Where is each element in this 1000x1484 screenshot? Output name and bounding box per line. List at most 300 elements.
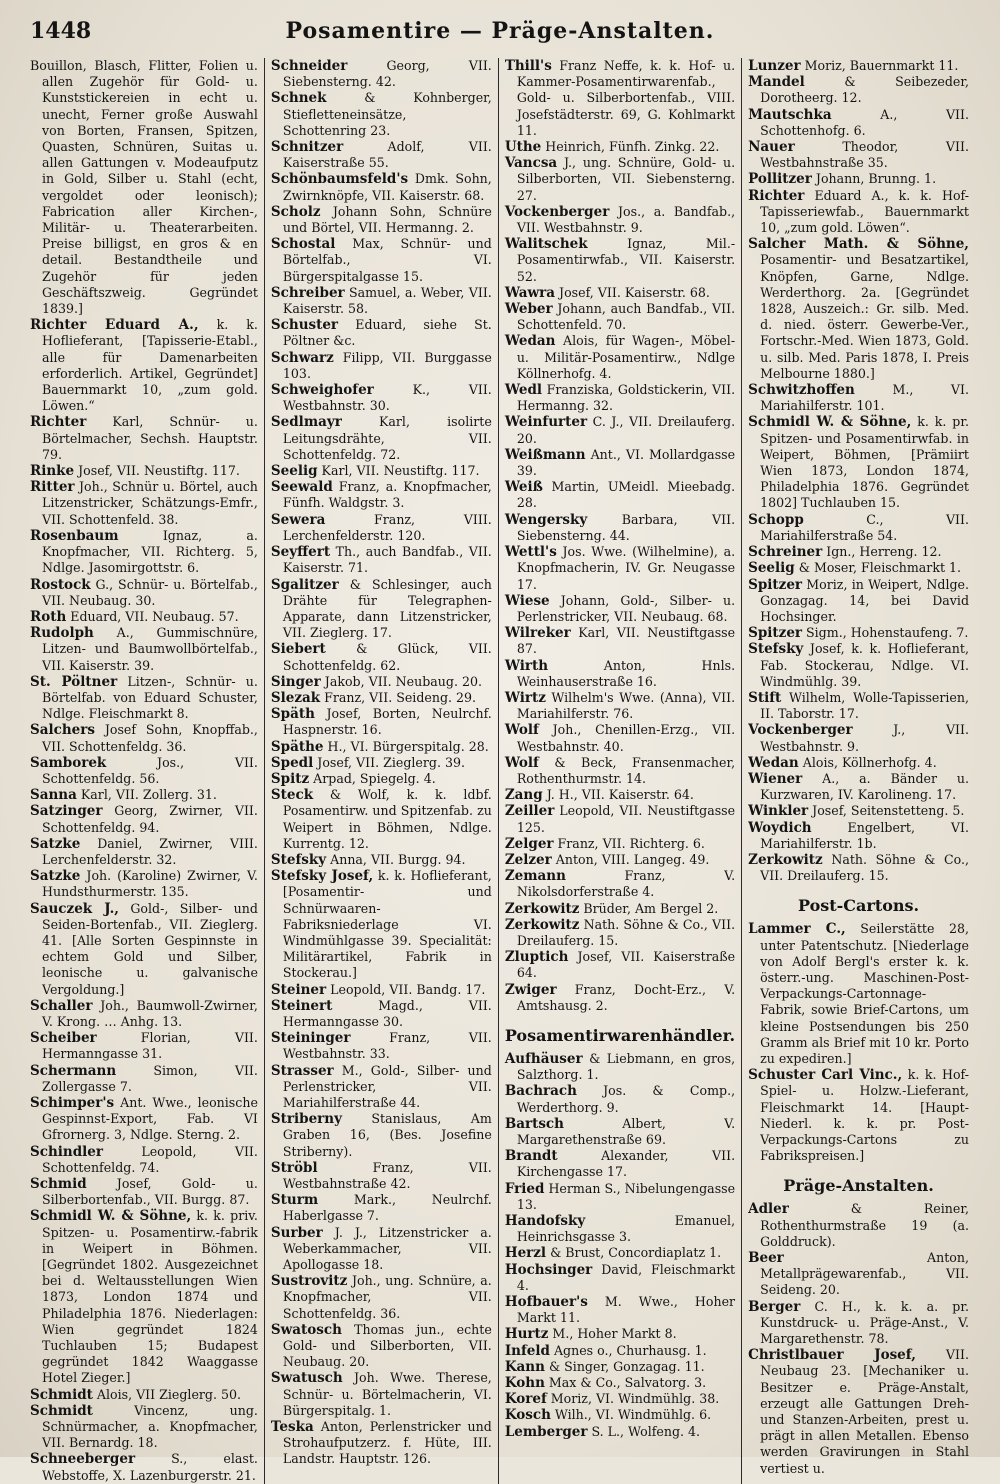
entry-text: Anton, Hnls. Weinhauserstraße 16. <box>516 657 736 689</box>
entry-text: Magd., VII. Hermanngasse 30. <box>282 997 492 1029</box>
entry-name: Lammer C., <box>748 921 846 938</box>
entry-text: Ignaz, a. Knopfmacher, VII. Richterg. 5, Ndlge. Jasomirgottstr. 6. <box>42 527 258 576</box>
entry-name: Kohn <box>504 1375 545 1392</box>
entry-name: Schreiber <box>270 284 345 301</box>
directory-entry <box>505 787 735 803</box>
entry-name: Weinfurter <box>504 414 588 431</box>
directory-entry <box>30 463 258 479</box>
entry-text: A., VII. Schottenhofg. 6. <box>760 106 969 138</box>
entry-text: k. k. Hof-Spiel- u. Holzw.-Lieferant, Fleischmarkt 14. [Haupt-Niederl. k. k. pr. Post-Verpackungs-Cartons zu Fabrikspreisen.] <box>760 1067 969 1164</box>
entry-text: Dmk. Sohn, Zwirnknöpfe, VII. Kaiserstr. 68. <box>282 171 492 203</box>
directory-entry <box>271 1063 492 1112</box>
directory-entry <box>748 107 969 139</box>
directory-entry <box>30 1144 258 1176</box>
directory-entry <box>505 836 735 852</box>
entry-name: Wirtz <box>504 689 546 706</box>
entry-name: Schneeberger <box>30 1451 136 1468</box>
directory-entry <box>748 1347 969 1477</box>
entry-name: Fried <box>504 1180 545 1197</box>
directory-entry <box>30 674 258 723</box>
directory-entry <box>271 998 492 1030</box>
directory-entry <box>271 382 492 414</box>
directory-entry <box>271 1030 492 1062</box>
entry-name: Zeiller <box>504 803 555 820</box>
directory-entry <box>271 58 492 90</box>
directory-entry <box>505 1116 735 1148</box>
entry-name: Lunzer <box>748 58 801 74</box>
directory-entry <box>748 74 969 106</box>
entry-name: Schuster <box>270 317 339 334</box>
directory-entry <box>748 1299 969 1348</box>
entry-text: & Moser, Fleischmarkt 1. <box>798 560 962 576</box>
entry-text: & Kohnberger, Stiefletteneinsätze, Schottenring 23. <box>282 90 492 138</box>
entry-text: Seilerstätte 28, unter Patentschutz. [Niederlage von Adolf Bergl's erster k. k. österr.-ung. Maschinen-Post-Verpackungs-Cartonnage-Fabrik, sowie Brief-Cartons, um kleine Postsendungen bis 250 Gramm als Brief mit 10 kr. Porto zu expediren.] <box>760 921 969 1066</box>
directory-entry <box>748 690 969 722</box>
directory-entry <box>271 982 492 998</box>
entry-name: Seelig <box>748 560 795 577</box>
directory-entry <box>505 852 735 868</box>
entry-text: Moriz, Bauernmarkt 11. <box>804 58 959 73</box>
entry-text: & Wolf, k. k. ldbf. Posamentirw. und Spitzenfab. zu Weipert in Böhmen, Ndlge. Kurrentg. 12. <box>282 787 492 851</box>
entry-name: Wettl's <box>504 544 557 561</box>
entry-name: Wilreker <box>504 625 571 642</box>
entry-name: Beer <box>748 1250 784 1267</box>
directory-entry <box>30 1451 258 1483</box>
entry-text: Moriz, in Weipert, Ndlge. Gonzagag. 14, bei David Hochsinger. <box>760 576 969 624</box>
entry-name: Bartsch <box>504 1115 564 1132</box>
directory-entry <box>30 577 258 609</box>
entry-text: Alois, für Wagen-, Möbel- u. Militär-Posamentirw., Ndlge Köllnerhofg. 4. <box>516 333 736 381</box>
entry-text: & Seibezeder, Dorotheerg. 12. <box>760 74 969 106</box>
directory-entry <box>505 155 735 204</box>
directory-entry <box>30 414 258 463</box>
directory-entry <box>271 674 492 690</box>
entry-text: Wilh., VI. Windmühlg. 6. <box>554 1407 712 1423</box>
entry-name: Vockenberger <box>748 722 853 739</box>
entry-name: Hofbauer's <box>504 1294 588 1311</box>
entry-text: David, Fleischmarkt 4. <box>516 1261 736 1293</box>
entry-text: Josef, VII. Kaiserstraße 64. <box>516 949 736 981</box>
entry-text: Franz, VII. Westbahnstraße 42. <box>282 1159 492 1192</box>
entry-name: Stift <box>748 689 782 706</box>
section-title: Posamentirwarenhändler. <box>504 1025 736 1045</box>
entry-text: Adolf, VII. Kaiserstraße 55. <box>282 139 492 171</box>
directory-entry <box>271 868 492 981</box>
entry-text: k. k. priv. Spitzen- u. Posamentirw.-fabrik in Weipert in Böhmen. [Gegründet 1802. Ausgezeichnet bei d. Weltausstellungen Wien 1873, London 1874 und Philadelphia 1876. Niederlagen: Wien gegründet 1824 Tuchlauben 15; Budapest gegründet 1842 Waaggasse Hotel Zieger.] <box>42 1208 258 1386</box>
entry-text: Franz, VII. Seideng. 29. <box>324 689 477 705</box>
entry-name: Weber <box>504 301 553 318</box>
directory-entry <box>505 949 735 981</box>
entry-name: Schwitzhoffen <box>748 382 855 399</box>
entry-text: & Reiner, Rothenthurmstraße 19 (a. Golddruck). <box>760 1201 969 1249</box>
directory-entry <box>748 560 969 576</box>
entry-text: Wilhelm's Wwe. (Anna), VII. Mariahilferstr. 76. <box>516 689 736 722</box>
entry-name: Striberny <box>270 1111 342 1128</box>
entry-text: Nath. Söhne & Co., VII. Dreilauferg. 15. <box>760 851 969 884</box>
directory-entry <box>30 836 258 868</box>
entry-text: Alois, Köllnerhofg. 4. <box>802 754 937 770</box>
entry-text: Simon, VII. Zollergasse 7. <box>42 1062 258 1094</box>
entry-text: Engelbert, VI. Mariahilferstr. 1b. <box>760 819 969 851</box>
directory-entry <box>30 998 258 1030</box>
entry-text: Jakob, VII. Neubaug. 20. <box>324 673 483 689</box>
directory-entry <box>748 139 969 171</box>
entry-text: Vincenz, ung. Schnürmacher, a. Knopfmacher, VII. Bernardg. 18. <box>42 1402 258 1451</box>
entry-name: Wedan <box>504 333 556 350</box>
directory-entry <box>271 512 492 544</box>
entry-name: Woydich <box>748 819 812 836</box>
entry-name: Schermann <box>30 1062 117 1079</box>
entry-text: Jos., a. Bandfab., VII. Westbahnstr. 9. <box>516 203 736 236</box>
entry-name: Vockenberger <box>504 203 610 220</box>
entry-text: S., elast. Webstoffe, X. Lazenburgerstr. 21. <box>42 1451 258 1483</box>
entry-text: Johann, Gold-, Silber- u. Perlenstricker, VII. Neubaug. 68. <box>516 592 736 624</box>
directory-entry <box>505 1326 735 1342</box>
directory-entry <box>748 641 969 690</box>
entry-name: Richter <box>748 187 805 204</box>
directory-entry <box>271 1225 492 1274</box>
entry-name: Stefsky <box>748 641 804 658</box>
entry-name: Zerkowitz <box>504 916 580 933</box>
section-title: Post-Cartons. <box>797 896 920 916</box>
entry-text: A., a. Bänder u. Kurzwaren, IV. Karolineng. 17. <box>760 770 969 803</box>
directory-entry <box>505 1245 735 1261</box>
entry-text: Joh., Chenillen-Erzg., VII. Westbahnstr. 40. <box>516 722 736 754</box>
entry-name: Pollitzer <box>748 171 812 188</box>
directory-entry <box>30 1095 258 1144</box>
entry-text: Franz, VII. Richterg. 6. <box>557 835 705 851</box>
entry-text: Mark., Neulrchf. Haberlgasse 7. <box>282 1192 492 1224</box>
directory-entry <box>505 1051 735 1083</box>
entry-name: Salcher Math. & Söhne, <box>748 236 969 253</box>
entry-text: J. J., Litzenstricker a. Weberkammacher, VII. Apollogasse 18. <box>282 1224 492 1273</box>
entry-text: Ant., VI. Mollardgasse 39. <box>516 446 736 479</box>
entry-name: Wedan <box>748 754 799 771</box>
entry-name: Schneider <box>270 58 348 74</box>
entry-name: Spedl <box>270 754 314 771</box>
directory-entry <box>30 755 258 787</box>
entry-name: Weiß <box>504 479 543 496</box>
entry-text: M., Gold-, Silber- und Perlenstricker, VII. Mariahilferstraße 44. <box>282 1062 492 1110</box>
entry-name: Schreiner <box>748 544 823 561</box>
entry-text: Arpad, Spiegelg. 4. <box>313 770 436 786</box>
entry-name: Späth <box>270 706 315 723</box>
entry-name: Swatusch <box>270 1370 343 1387</box>
entry-text: M., VI. Mariahilferstr. 101. <box>760 382 969 414</box>
directory-entry <box>505 1148 735 1180</box>
entry-text: Alexander, VII. Kirchengasse 17. <box>516 1148 736 1180</box>
entry-text: Th., auch Bandfab., VII. Kaiserstr. 71. <box>282 544 492 576</box>
entry-name: Teska <box>270 1419 314 1436</box>
entry-text: Georg, VII. Siebensterng. 42. <box>282 58 492 90</box>
column-4 <box>741 58 975 1484</box>
page-number: 1448 <box>30 18 92 44</box>
entry-name: Schnitzer <box>270 139 344 156</box>
directory-entry <box>748 382 969 414</box>
entry-text: C. H., k. k. a. pr. Kunstdruck- u. Präge-Anst., V. Margarethenstr. 78. <box>760 1298 969 1347</box>
directory-entry <box>505 414 735 446</box>
directory-entry <box>748 171 969 187</box>
entry-text: Gold-, Silber- und Seiden-Bortenfab., VII. Zieglerg. 41. [Alle Sorten Gespinnste in echtem Gold und Silber, leonische u. galvanische Vergoldung.] <box>42 900 258 997</box>
entry-name: Rudolph <box>30 625 94 642</box>
entry-text: Leopold, VII. Neustiftgasse 125. <box>516 803 736 835</box>
directory-entry <box>30 625 258 674</box>
entry-text: Franz, V. Nikolsdorferstraße 4. <box>516 868 736 900</box>
entry-name: Spitz <box>270 770 310 787</box>
entry-text: Litzen-, Schnür- u. Börtelfab. von Eduard Schuster, Ndlge. Fleischmarkt 8. <box>42 673 258 722</box>
entry-name: Seelig <box>270 463 318 480</box>
entry-name: Schmid <box>30 1176 87 1193</box>
directory-entry <box>505 301 735 333</box>
directory-entry <box>748 188 969 237</box>
column-1 <box>30 58 264 1484</box>
directory-entry <box>505 1424 735 1440</box>
directory-entry <box>748 820 969 852</box>
directory-entry <box>30 1063 258 1095</box>
directory-entry <box>748 722 969 754</box>
entry-text: Josef Sohn, Knopffab., VII. Schottenfeldg. 36. <box>42 722 258 754</box>
directory-entry <box>748 1067 969 1164</box>
entry-name: Rostock <box>30 576 91 593</box>
entry-name: Wiese <box>504 592 550 609</box>
directory-entry <box>748 236 969 382</box>
entry-name: Berger <box>748 1298 801 1315</box>
entry-name: Richter <box>30 414 87 431</box>
entry-name: Zluptich <box>504 949 569 966</box>
entry-text: Barbara, VII. Siebensterng. 44. <box>516 511 736 543</box>
entry-name: Zelger <box>504 835 554 852</box>
directory-entry <box>30 528 258 577</box>
directory-entry <box>505 139 735 155</box>
entry-text: & Singer, Gonzagag. 11. <box>548 1358 705 1374</box>
entry-name: Schmidl W. & Söhne, <box>748 414 912 431</box>
entry-text: Franz, VIII. Lerchenfelderstr. 120. <box>282 511 492 543</box>
directory-entry <box>30 868 258 900</box>
directory-entry <box>271 1370 492 1419</box>
directory-entry <box>505 917 735 949</box>
directory-entry <box>505 1294 735 1326</box>
entry-text: Ant. Wwe., leonische Gespinnst-Export, Fab. VI Gfrornerg. 3, Ndlge. Sterng. 2. <box>42 1095 258 1143</box>
directory-entry <box>505 447 735 479</box>
entry-text: S. L., Wolfeng. 4. <box>591 1423 701 1439</box>
entry-text: Franziska, Goldstickerin, VII. Hermanng. 32. <box>516 382 736 414</box>
entry-name: Roth <box>30 608 67 625</box>
entry-text: Eduard, VII. Neubaug. 57. <box>70 608 239 624</box>
entry-text: Nath. Söhne & Co., VII. Dreilauferg. 15. <box>516 916 736 948</box>
directory-entry <box>505 333 735 382</box>
entry-text: k. k. Hoflieferant, [Posamentir- und Schnürwaaren-Fabriksniederlage VI. Windmühlgasse 39. Specialität: Militärartikel, Fabrik in Stockerau.] <box>282 868 492 981</box>
directory-entry <box>271 1419 492 1468</box>
entry-text: Josef, VII. Kaiserstr. 68. <box>559 284 710 300</box>
entry-name: Vancsa <box>504 155 558 172</box>
directory-entry <box>505 803 735 835</box>
entry-name: Späthe <box>270 738 324 755</box>
entry-text: C. J., VII. Dreilauferg. 20. <box>516 414 736 446</box>
entry-name: Thill's <box>504 58 552 74</box>
entry-text: M., Hoher Markt 8. <box>552 1326 677 1342</box>
directory-entry <box>505 722 735 754</box>
entry-name: Koref <box>504 1391 547 1408</box>
entry-text: Thomas jun., echte Gold- und Silberborten, VII. Neubaug. 20. <box>282 1321 492 1370</box>
entry-text: Anna, VII. Burgg. 94. <box>330 851 466 867</box>
entry-text: Karl, Schnür- u. Börtelmacher, Sechsh. Hauptstr. 79. <box>42 414 258 462</box>
directory-entry <box>30 803 258 835</box>
entry-name: Brandt <box>504 1148 558 1165</box>
entry-name: Christlbauer Josef, <box>748 1347 916 1364</box>
directory-entry <box>505 1375 735 1391</box>
entry-text: Franz, a. Knopfmacher, Fünfh. Waldgstr. 3. <box>282 479 492 511</box>
entry-name: Seewald <box>270 479 333 496</box>
entry-text: J. H., VII. Kaiserstr. 64. <box>546 787 694 803</box>
entry-text: Agnes o., Churhausg. 1. <box>553 1342 707 1358</box>
entry-text: Posamentir- und Besatzartikel, Knöpfen, Garne, Ndlge. Werderthorg. 2a. [Gegründet 1828, Auszeich.: Gr. silb. Med. d. nied. österr. Gewerbe-Ver., Fortschr.-Med. Wien 1873, Gold. u. silb. Med. Paris 1878, I. Preis Melbourne 1880.] <box>760 252 969 381</box>
entry-name: Uthe <box>504 139 542 156</box>
entry-name: Nauer <box>748 139 795 156</box>
entry-text: & Glück, VII. Schottenfeldg. 62. <box>282 641 492 673</box>
entry-text: Herman S., Nibelungengasse 13. <box>516 1180 736 1212</box>
directory-entry <box>30 722 258 754</box>
directory-entry <box>271 1111 492 1160</box>
entry-text: Josef, VII. Neustiftg. 117. <box>78 463 240 479</box>
directory-entry <box>271 690 492 706</box>
entry-name: Ritter <box>30 479 75 496</box>
entry-text: G., Schnür- u. Börtelfab., VII. Neubaug. 30. <box>42 576 258 608</box>
entry-name: Stefsky <box>270 851 327 868</box>
entry-text: Karl, isolirte Leitungsdrähte, VII. Schottenfeldg. 72. <box>282 414 492 462</box>
entry-text: Max & Co., Salvatorg. 3. <box>548 1375 707 1391</box>
directory-entry <box>505 901 735 917</box>
entry-text: Bouillon, Blasch, Flitter, Folien u. allen Zugehör für Gold- u. Kunststickereien in echt u. unecht, Ferner große Auswahl von Borten, Fransen, Spitzen, Quasten, Schnüren, Suitas u. allen Gattungen v. Modeaufputz in Gold, Silber u. Stahl (echt, vergoldet oder leonisch); Fabrication aller Kirchen-, Militär- u. Theaterarbeiten. Preise billigst, en gros & en detail. Bestandtheile und Zugehör für jeden Geschäftszweig. Gegründet 1839.] <box>30 58 258 317</box>
directory-entry <box>505 382 735 414</box>
directory-entry <box>505 285 735 301</box>
directory-entry <box>271 1160 492 1192</box>
entry-name: Schweighofer <box>270 382 374 399</box>
directory-entry <box>271 852 492 868</box>
entry-name: Wengersky <box>504 511 588 528</box>
entry-name: Zelzer <box>504 851 552 868</box>
entry-text: Emanuel, Heinrichsgasse 3. <box>516 1213 736 1245</box>
directory-entry <box>271 171 492 203</box>
directory-entry <box>271 1322 492 1371</box>
entry-text: Josef, Seitenstetteng. 5. <box>812 803 965 819</box>
entry-text: Josef, Borten, Neulrchf. Haspnerstr. 16. <box>282 706 492 738</box>
directory-entry <box>505 1181 735 1213</box>
entry-text: k. k. Hoflieferant, [Tapisserie-Etabl., alle für Damenarbeiten erforderlich. Artikel, Gegründet] Bauernmarkt 10, „zum gold. Löwen.“ <box>42 317 258 414</box>
entry-name: Sauczek J., <box>30 900 119 917</box>
entry-name: Seyffert <box>270 544 331 561</box>
entry-name: Strasser <box>270 1062 334 1079</box>
directory-entry <box>748 921 969 1067</box>
entry-name: Schaller <box>30 997 93 1014</box>
directory-entry <box>30 1208 258 1386</box>
entry-text: Franz Neffe, k. k. Hof- u. Kammer-Posamentirwarenfab., Gold- u. Silberbortenfab., VIII. Josefstädterstr. 69, G. Kohlmarkt 11. <box>516 58 736 138</box>
entry-name: Schopp <box>748 511 804 528</box>
entry-name: Stefsky Josef, <box>270 868 374 885</box>
entry-text: Joh., Schnür u. Börtel, auch Litzenstricker, Schätzungs-Emfr., VII. Schottenfeld. 38. <box>42 479 258 527</box>
directory-entry <box>271 771 492 787</box>
directory-entry <box>271 285 492 317</box>
entry-name: Rinke <box>30 463 75 480</box>
entry-text: Wilhelm, Wolle-Tapisserien, II. Taborstr. 17. <box>760 689 969 722</box>
directory-entry <box>271 787 492 852</box>
directory-entry <box>748 414 969 511</box>
entry-text: Eduard, siehe St. Pöltner &c. <box>282 317 492 349</box>
entry-name: Herzl <box>504 1245 547 1262</box>
entry-name: Wirth <box>504 657 549 674</box>
entry-name: Wiener <box>748 770 803 787</box>
directory-entry <box>505 1262 735 1294</box>
directory-entry <box>505 544 735 593</box>
directory-entry <box>505 512 735 544</box>
directory-entry <box>271 317 492 349</box>
entry-name: Wawra <box>504 284 556 301</box>
entry-text: Georg, Zwirner, VII. Schottenfeldg. 94. <box>42 803 258 835</box>
entry-name: Satzke <box>30 868 81 885</box>
entry-text: Jos. & Comp., Werderthorg. 9. <box>516 1083 736 1115</box>
directory-entry <box>505 204 735 236</box>
directory-entry <box>30 479 258 528</box>
entry-text: Filipp, VII. Burggasse 103. <box>282 349 492 381</box>
entry-name: Sewera <box>270 511 326 528</box>
entry-name: Zerkowitz <box>504 900 580 917</box>
directory-entry <box>30 317 258 414</box>
section-title: Präge-Anstalten. <box>783 1176 934 1196</box>
directory-entry <box>271 204 492 236</box>
entry-name: Mautschka <box>748 106 832 123</box>
entry-name: Kann <box>504 1358 545 1375</box>
directory-entry <box>30 1387 258 1403</box>
entry-name: Weißmann <box>504 446 586 463</box>
directory-entry <box>505 236 735 285</box>
directory-entry <box>271 544 492 576</box>
entry-name: Sanna <box>30 787 77 804</box>
entry-name: Sturm <box>270 1192 319 1209</box>
entry-name: Satzke <box>30 835 81 852</box>
entry-text: Johann, auch Bandfab., VII. Schottenfeld. 70. <box>516 301 736 333</box>
entry-text: VII. Neubaug 23. [Mechaniker u. Besitzer e. Präge-Anstalt, erzeugt alle Gattungen Dreh- und Stanzen-Arbeiten, prest u. prägt in allen Metallen. Ebenso werden Gravirungen in Stahl vertiest u. <box>760 1347 969 1476</box>
directory-entry <box>271 577 492 642</box>
entry-name: Surber <box>270 1224 323 1241</box>
directory-entry <box>505 1359 735 1375</box>
directory-entry <box>505 755 735 787</box>
entry-text: Theodor, VII. Westbahnstraße 35. <box>760 139 969 171</box>
entry-name: Schindler <box>30 1143 103 1160</box>
directory-entry <box>505 1343 735 1359</box>
entry-text: J., VII. Westbahnstr. 9. <box>760 722 969 754</box>
directory-entry <box>271 350 492 382</box>
directory-entry <box>748 803 969 819</box>
directory-entry <box>505 690 735 722</box>
directory-entry <box>30 1403 258 1452</box>
entry-text: Leopold, VII. Schottenfeldg. 74. <box>42 1143 258 1175</box>
entry-text: Stanislaus, Am Graben 16, (Bes. Josefine Striberny). <box>282 1111 492 1159</box>
directory-entry <box>271 236 492 285</box>
entry-text: Leopold, VII. Bandg. 17. <box>330 981 486 997</box>
entry-name: Swatosch <box>270 1321 342 1338</box>
directory-entry <box>30 1176 258 1208</box>
directory-entry <box>505 1407 735 1423</box>
directory-entry <box>271 414 492 463</box>
entry-text: Johann, Brunng. 1. <box>815 171 937 187</box>
entry-name: Steck <box>270 787 314 804</box>
entry-name: Sustrovitz <box>270 1273 348 1290</box>
entry-text: Franz, VII. Westbahnstr. 33. <box>282 1030 492 1062</box>
directory-entry <box>505 1083 735 1115</box>
entry-text: Sigm., Hohenstaufeng. 7. <box>806 625 969 641</box>
entry-text: Florian, VII. Hermanngasse 31. <box>42 1030 258 1062</box>
directory-entry <box>748 58 969 74</box>
entry-name: Kosch <box>504 1407 551 1424</box>
